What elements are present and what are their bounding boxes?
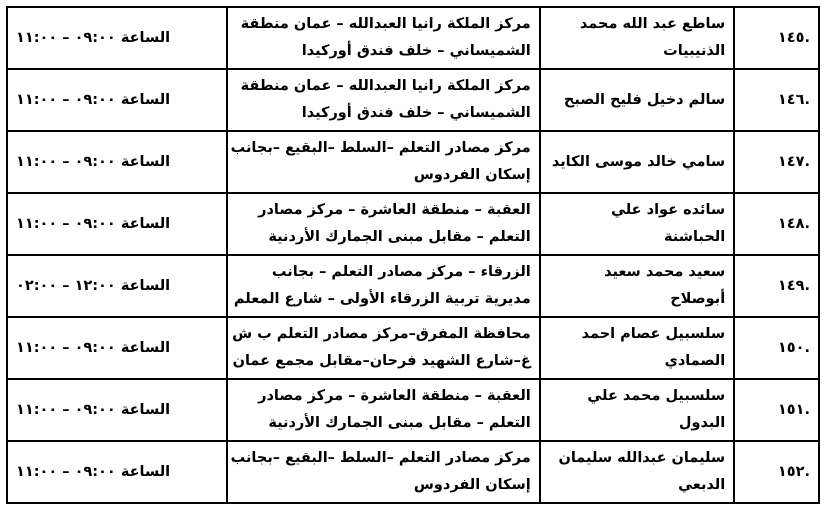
table-row [7, 69, 819, 131]
time-slot: الساعة ٠٩:٠٠ – ١١:٠٠ [16, 339, 171, 356]
location-cell [227, 379, 539, 441]
schedule-table [6, 6, 820, 504]
row-number-cell [734, 69, 819, 131]
person-name: سامي خالد موسى الكايد [551, 153, 726, 170]
time-cell [7, 317, 227, 379]
person-name-cell [540, 7, 734, 69]
time-slot: الساعة ٠٩:٠٠ – ١١:٠٠ [16, 401, 171, 418]
table-row [7, 131, 819, 193]
person-name: سالم دخيل فليح الصبح [563, 91, 726, 108]
person-name-cell [540, 379, 734, 441]
row-number: ١٤٥. [777, 29, 810, 46]
location-line-2: الشميساني – خلف فندق أوركيدا [301, 105, 531, 121]
row-number: ١٥١. [777, 401, 810, 418]
location-line-1: الزرقاء – مركز مصادر التعلم – بجانب [271, 264, 531, 280]
location-line-2: إسكان الفردوس [413, 477, 531, 493]
person-name-cell [540, 131, 734, 193]
row-number-cell [734, 317, 819, 379]
person-name: ساطع عبد الله محمد الذنيبيات [579, 16, 726, 59]
row-number: ١٤٨. [777, 215, 810, 232]
person-name: سلسبيل عصام احمد الصمادي [581, 326, 726, 369]
time-cell [7, 69, 227, 131]
time-cell [7, 7, 227, 69]
location-line-2: التعلم – مقابل مبنى الجمارك الأردنية [268, 229, 531, 245]
person-name-cell [540, 317, 734, 379]
table-row [7, 441, 819, 503]
location-line-1: مركز مصادر التعلم –السلط –البقيع –بجانب [230, 140, 531, 156]
time-cell [7, 131, 227, 193]
location-cell [227, 69, 539, 131]
table-row [7, 317, 819, 379]
location-line-1: مركز مصادر التعلم –السلط –البقيع –بجانب [230, 450, 531, 466]
person-name-cell [540, 193, 734, 255]
location-cell [227, 317, 539, 379]
row-number: ١٤٦. [777, 91, 810, 108]
person-name-cell [540, 69, 734, 131]
time-cell [7, 255, 227, 317]
person-name: سليمان عبدالله سليمان الدبعي [558, 450, 726, 493]
table-row [7, 379, 819, 441]
schedule-table-body [7, 7, 819, 503]
table-row [7, 255, 819, 317]
time-cell [7, 441, 227, 503]
table-row [7, 7, 819, 69]
location-cell [227, 7, 539, 69]
row-number-cell [734, 255, 819, 317]
person-name-cell [540, 255, 734, 317]
location-line-1: العقبة – منطقة العاشرة – مركز مصادر [258, 388, 531, 404]
row-number: ١٥٢. [777, 463, 810, 480]
row-number: ١٤٧. [777, 153, 810, 170]
location-line-1: محافظة المفرق–مركز مصادر التعلم ب ش [232, 326, 531, 342]
row-number: ١٥٠. [777, 339, 810, 356]
row-number: ١٤٩. [777, 277, 810, 294]
row-number-cell [734, 379, 819, 441]
time-cell [7, 193, 227, 255]
table-row [7, 193, 819, 255]
row-number-cell [734, 7, 819, 69]
location-line-1: العقبة – منطقة العاشرة – مركز مصادر [258, 202, 531, 218]
row-number-cell [734, 441, 819, 503]
location-line-1: مركز الملكة رانيا العبدالله – عمان منطقة [240, 16, 531, 32]
person-name: سائده عواد علي الحباشنة [611, 202, 726, 245]
location-line-2: الشميساني – خلف فندق أوركيدا [301, 43, 531, 59]
row-number-cell [734, 193, 819, 255]
time-slot: الساعة ٠٩:٠٠ – ١١:٠٠ [16, 29, 171, 46]
time-slot: الساعة ٠٩:٠٠ – ١١:٠٠ [16, 91, 171, 108]
person-name: سلسبيل محمد علي البدول [587, 388, 726, 431]
time-cell [7, 379, 227, 441]
time-slot: الساعة ٠٩:٠٠ – ١١:٠٠ [16, 153, 171, 170]
location-cell [227, 131, 539, 193]
location-line-2: مديرية تربية الزرقاء الأولى – شارع المعلم [233, 291, 531, 307]
location-line-1: مركز الملكة رانيا العبدالله – عمان منطقة [240, 78, 531, 94]
location-line-2: غ–شارع الشهيد فرحان–مقابل مجمع عمان [232, 353, 531, 369]
location-cell [227, 193, 539, 255]
location-line-2: التعلم – مقابل مبنى الجمارك الأردنية [268, 415, 531, 431]
person-name: سعيد محمد سعيد أبوصلاح [604, 264, 726, 307]
time-slot: الساعة ٠٩:٠٠ – ١١:٠٠ [16, 463, 171, 480]
time-slot: الساعة ١٢:٠٠ – ٠٢:٠٠ [16, 277, 171, 294]
time-slot: الساعة ٠٩:٠٠ – ١١:٠٠ [16, 215, 171, 232]
person-name-cell [540, 441, 734, 503]
row-number-cell [734, 131, 819, 193]
location-line-2: إسكان الفردوس [413, 167, 531, 183]
location-cell [227, 255, 539, 317]
location-cell [227, 441, 539, 503]
